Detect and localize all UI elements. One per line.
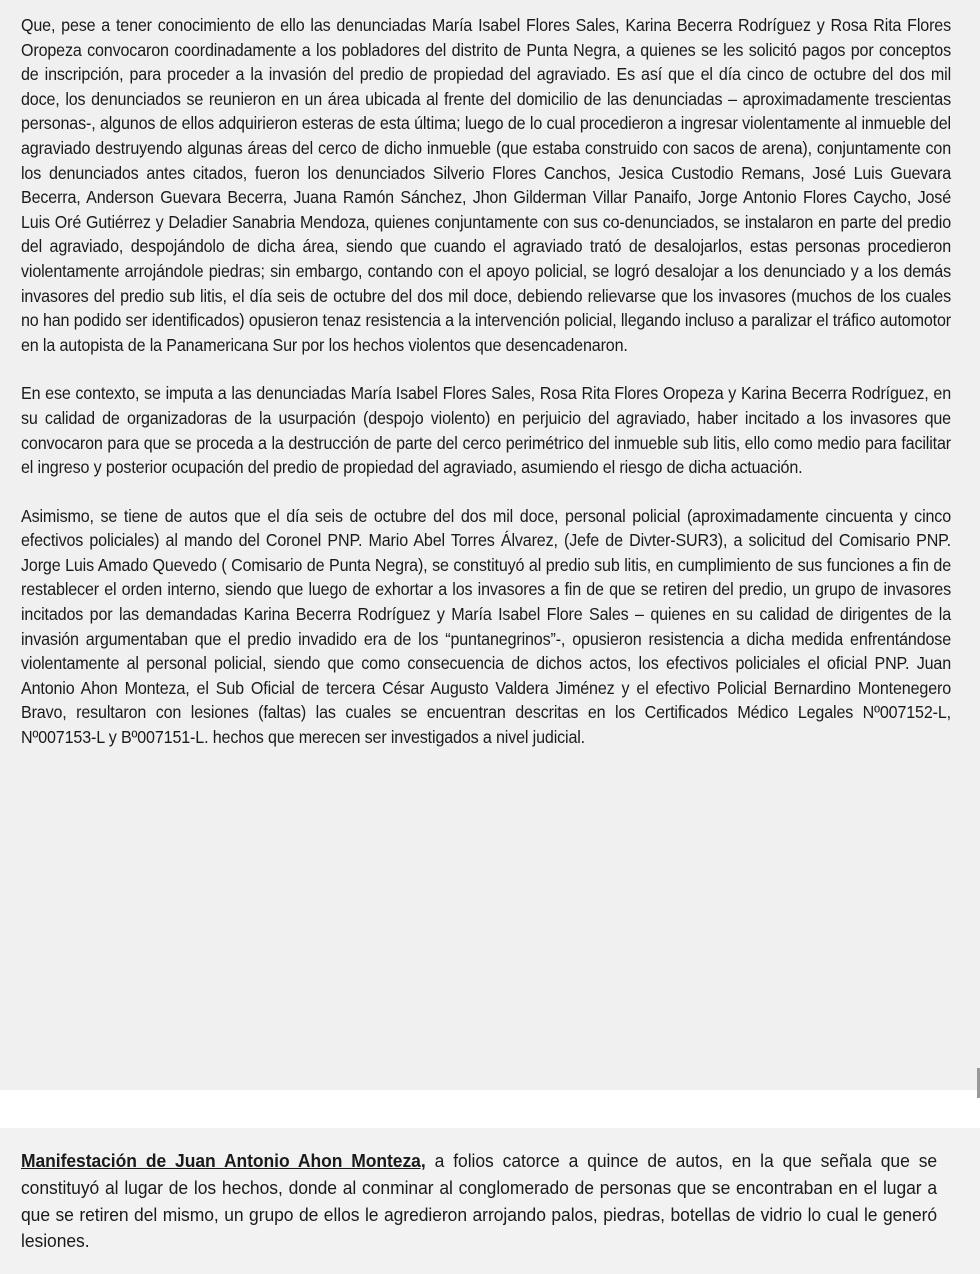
paragraph-invasion-facts: Que, pese a tener conocimiento de ello las denunciadas María Isabel Flores Sales, Karina Becerra Rodríguez y Rosa Rita Flores Oropeza convocaron coordinadamente a los pobladores del distrito de Punta Negra, a quienes se les solicitó pagos por conceptos de inscripción, para proceder a la invasión del predio de propiedad del agraviado. Es así que el día cinco de octubre del dos mil doce, los denunciados se reunieron en un área ubicada al frente del domicilio de las denunciadas – aproximadamente trescientas personas-, algunos de ellos adquirieron esteras de esta última; luego de lo cual procedieron a ingresar violentamente al inmueble del agraviado destruyendo algunas áreas del cerco de dicho inmueble (que estaba construido con sacos de arena), conjuntamente con los denunciados antes citados, fueron los denunciados Silverio Flores Canchos, Jesica Custodio Remans, José Luis Guevara Becerra, Anderson Guevara Becerra, Juana Ramón Sánchez, Jhon Gilderman Villar Panaifo, Jorge Antonio Flores Caycho, José Luis Oré Gutiérrez y Deladier Sanabria Mendoza, quienes conjuntamente con sus co-denunciados, se instalaron en parte del predio del agraviado, despojándolo de dicha área, siendo que cuando el agraviado trató de desalojarlos, estas personas procedieron violentamente arrojándole piedras; sin embargo, contando con el apoyo policial, se logró desalojar a los denunciado y a los demás invasores del predio sub litis, el día seis de octubre del dos mil doce, debiendo relievarse que los invasores (muchos de los cuales no han podido ser identificados) opusieron tenaz resistencia a la intervención policial, llegando incluso a paralizar el tráfico automotor en la autopista de la Panamericana Sur por los hechos violentos que desencadenaron. [21, 15, 951, 355]
lower-text-block [0, 1128, 980, 1274]
paragraph-manifestacion [21, 1148, 937, 1255]
manifestacion-heading: Manifestación de Juan Antonio Ahon Monteza, [21, 1150, 426, 1171]
paragraph-imputation: En ese contexto, se imputa a las denunciadas María Isabel Flores Sales, Rosa Rita Flores Oropeza y Karina Becerra Rodríguez, en su calidad de organizadoras de la usurpación (despojo violento) en perjuicio del agraviado, haber incitado a los invasores que convocaron para que se proceda a la destrucción de parte del cerco perimétrico del inmueble sub litis, ello como medio para facilitar el ingreso y posterior ocupación del predio de propiedad del agraviado, asumiendo el riesgo de dicha actuación. [21, 383, 951, 478]
manifestacion-body: a folios catorce a quince de autos, en la que señala que se constituyó al lugar de los hechos, donde al conminar al conglomerado de personas que se encontraban en el lugar a que se retiren del mismo, un grupo de ellos le agredieron arrojando palos, piedras, botellas de vidrio lo cual le generó lesiones. [21, 1150, 938, 1252]
paragraph-police-intervention: Asimismo, se tiene de autos que el día seis de octubre del dos mil doce, personal policial (aproximadamente cincuenta y cinco efectivos policiales) al mando del Coronel PNP. Mario Abel Torres Álvarez, (Jefe de Divter-SUR3), a solicitud del Comisario PNP. Jorge Luis Amado Quevedo ( Comisario de Punta Negra), se constituyó al predio sub litis, en cumplimiento de sus funciones a fin de restablecer el orden interno, siendo que luego de exhortar a los invasores a fin de que se retiren del predio, un grupo de invasores incitados por las demandadas Karina Becerra Rodríguez y María Isabel Flore Sales – quienes en su calidad de dirigentes de la invasión argumentaban que el predio invadido era de los “puntanegrinos”-, opusieron resistencia a dicha medida enfrentándose violentamente al personal policial, siendo que como consecuencia de dichos actos, los efectivos policiales el oficial PNP. Juan Antonio Ahon Monteza, el Sub Oficial de tercera César Augusto Valdera Jiménez y el efectivo Policial Bernardino Montenegero Bravo, resultaron con lesiones (faltas) las cuales se encuentran descritas en los Certificados Médico Legales Nº007152-L, Nº007153-L y Bº007151-L. hechos que merecen ser investigados a nivel judicial. [21, 505, 951, 748]
